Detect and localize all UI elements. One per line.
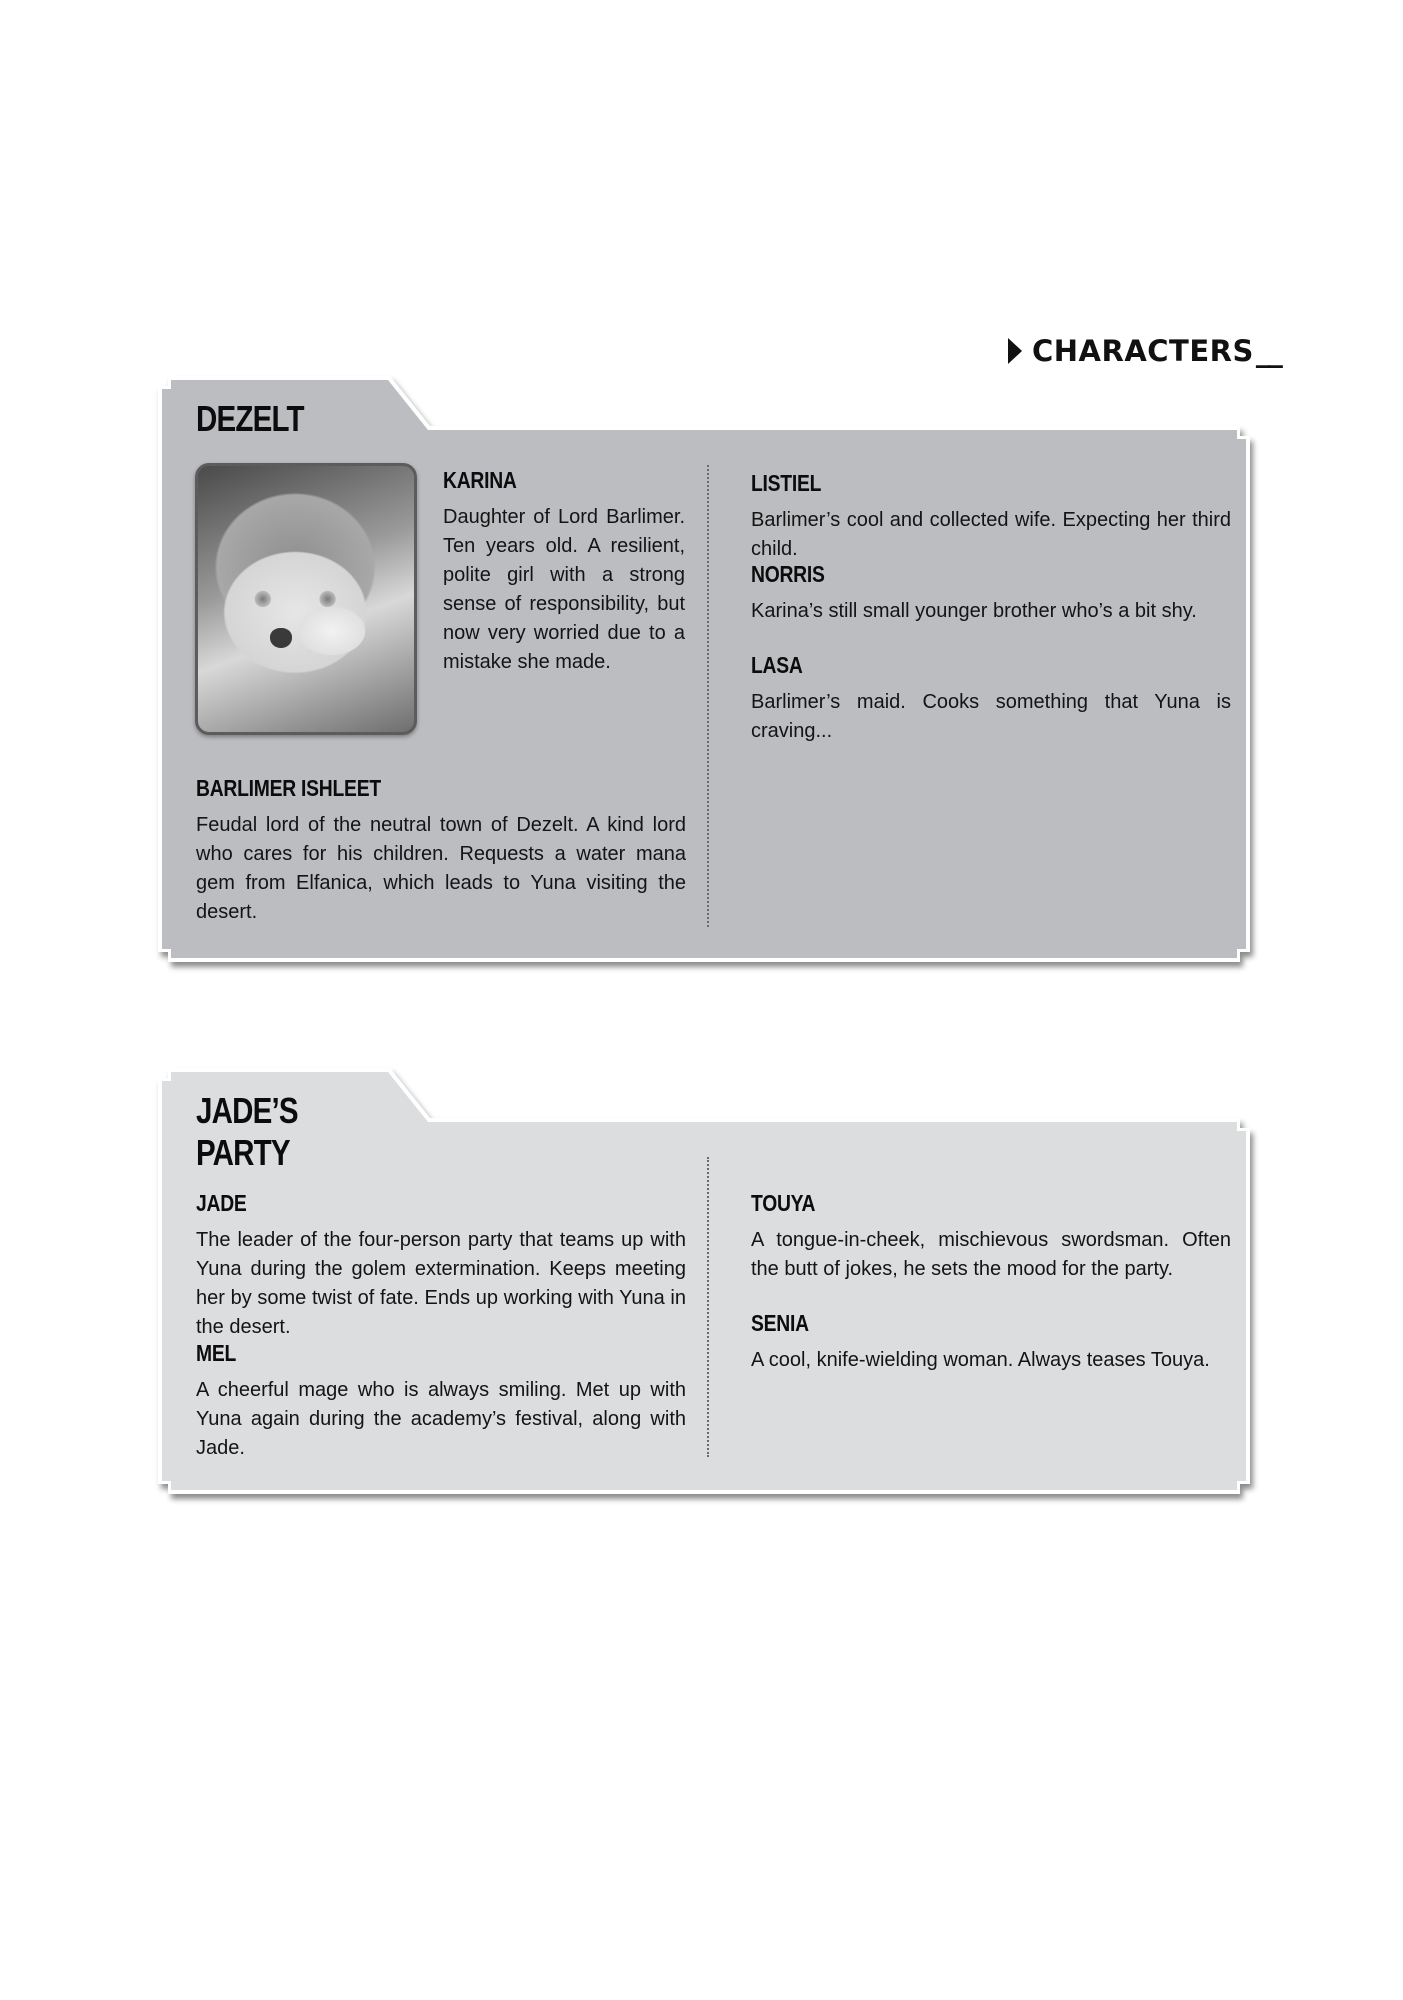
entry-name: SENIA xyxy=(751,1310,809,1336)
entry-name: JADE xyxy=(196,1190,247,1216)
entry-name: MEL xyxy=(196,1340,237,1366)
entry-name: KARINA xyxy=(443,467,517,493)
entry-name: LASA xyxy=(751,652,803,678)
entry-desc: Feudal lord of the neutral town of Dezelt. A kind lord who cares for his children. Requests a water mana gem from Elfanica, which leads to Yuna visiting the desert. xyxy=(196,814,686,923)
entry-name: LISTIEL xyxy=(751,470,822,496)
entry-name: NORRIS xyxy=(751,561,825,587)
entry-senia xyxy=(751,1310,1231,1375)
entry-desc: A cheerful mage who is always smiling. Met up with Yuna again during the academy’s festival, along with Jade. xyxy=(196,1379,686,1459)
entry-mel xyxy=(196,1340,686,1463)
entry-name: TOUYA xyxy=(751,1190,816,1216)
entry-desc: Barlimer’s maid. Cooks something that Yuna is craving... xyxy=(751,691,1231,742)
entry-jade xyxy=(196,1190,686,1342)
entry-desc: A cool, knife-wielding woman. Always teases Touya. xyxy=(751,1349,1210,1371)
entry-desc: Barlimer’s cool and collected wife. Expecting her third child. xyxy=(751,509,1231,560)
entry-desc: A tongue-in-cheek, mischievous swordsman. Often the butt of jokes, he sets the mood for the party. xyxy=(751,1229,1231,1280)
panel-title: DEZELT xyxy=(196,398,304,439)
section-header-label: CHARACTERS xyxy=(1032,334,1254,368)
entry-desc: The leader of the four-person party that teams up with Yuna during the golem extermination. Keeps meeting her by some twist of fate. Ends up working with Yuna in the desert. xyxy=(196,1229,686,1338)
entry-name: BARLIMER ISHLEET xyxy=(196,775,381,801)
column-divider xyxy=(707,1157,709,1457)
panel-title: JADE’S PARTY xyxy=(196,1090,298,1173)
entry-desc: Karina’s still small younger brother who’s a bit shy. xyxy=(751,600,1197,622)
section-header-underscore: __ xyxy=(1255,334,1281,368)
entry-desc: Daughter of Lord Barlimer. Ten years old. A resilient, polite girl with a strong sense of responsibility, but now very worried due to a mistake she made. xyxy=(443,506,685,673)
entry-touya xyxy=(751,1190,1231,1284)
